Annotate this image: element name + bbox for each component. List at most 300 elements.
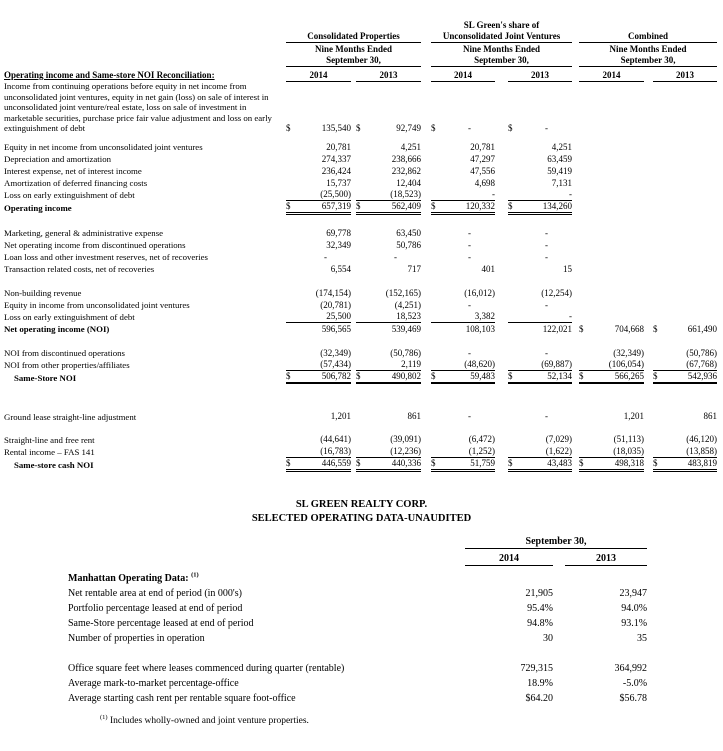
period-subtitle bbox=[579, 42, 717, 66]
currency-symbol-cell bbox=[356, 239, 368, 251]
spacer-cell bbox=[68, 645, 647, 660]
row-label: Equity in net income from unconsolidated joint ventures bbox=[4, 142, 203, 153]
gap bbox=[421, 311, 431, 323]
period-subtitle bbox=[286, 42, 421, 66]
gap bbox=[495, 371, 508, 384]
gap bbox=[495, 410, 508, 422]
gap bbox=[421, 251, 431, 263]
value-cell: 861 bbox=[703, 411, 718, 422]
value-cell: 21,905 bbox=[525, 587, 553, 599]
section-header: Operating income and Same-store NOI Reconciliation: bbox=[4, 70, 215, 80]
table-row bbox=[4, 177, 717, 189]
spacer-row bbox=[4, 214, 717, 227]
value-cell bbox=[665, 153, 717, 165]
value-cell: (25,500) bbox=[298, 189, 351, 201]
value-cell bbox=[591, 177, 644, 189]
currency-symbol-cell bbox=[653, 153, 665, 165]
value-cell: (18,523) bbox=[368, 189, 421, 201]
currency-symbol-cell bbox=[579, 433, 591, 445]
table-row bbox=[4, 445, 717, 457]
gap bbox=[644, 457, 653, 470]
gap bbox=[572, 263, 579, 275]
spacer-row bbox=[4, 422, 717, 433]
gap bbox=[644, 445, 653, 457]
gap bbox=[421, 445, 431, 457]
row-label: Portfolio percentage leased at end of period bbox=[68, 602, 243, 614]
gap bbox=[572, 433, 579, 445]
value-cell: - bbox=[324, 251, 327, 262]
gap bbox=[572, 371, 579, 384]
value-cell: (13,858) bbox=[665, 445, 717, 457]
gap bbox=[495, 311, 508, 323]
spacer-cell bbox=[4, 214, 717, 227]
currency-symbol-cell bbox=[356, 251, 368, 263]
gap bbox=[495, 141, 508, 153]
value-cell: 657,319 bbox=[298, 201, 351, 214]
currency-symbol-cell bbox=[508, 177, 520, 189]
gap bbox=[644, 299, 653, 311]
value-cell: 3,382 bbox=[443, 311, 495, 323]
table-row bbox=[4, 201, 717, 214]
gap bbox=[553, 675, 565, 690]
gap bbox=[644, 81, 653, 134]
currency-symbol-cell bbox=[579, 239, 591, 251]
operating-data-table bbox=[68, 534, 647, 705]
currency-symbol-cell bbox=[579, 81, 591, 134]
gap bbox=[495, 227, 508, 239]
gap bbox=[421, 347, 431, 359]
value-cell: 1,201 bbox=[330, 411, 351, 422]
row-label: Ground lease straight-line adjustment bbox=[4, 411, 137, 422]
value-cell: 236,424 bbox=[321, 165, 351, 176]
currency-symbol-cell bbox=[356, 263, 368, 275]
currency-symbol-cell bbox=[579, 359, 591, 371]
currency-symbol-cell bbox=[356, 410, 368, 422]
currency-symbol-cell bbox=[579, 177, 591, 189]
currency-symbol-cell: $ bbox=[508, 122, 513, 133]
gap bbox=[495, 251, 508, 263]
group-title-text: Unconsolidated Joint Ventures bbox=[442, 30, 561, 41]
footnote bbox=[100, 713, 723, 726]
value-cell: - bbox=[468, 251, 472, 262]
footnote-text: Includes wholly-owned and joint venture properties. bbox=[109, 715, 309, 726]
gap bbox=[495, 299, 508, 311]
gap bbox=[572, 445, 579, 457]
table-row bbox=[68, 615, 647, 630]
gap bbox=[421, 299, 431, 311]
group-title-text: Combined bbox=[628, 30, 669, 41]
value-cell bbox=[665, 189, 717, 201]
main-table-body bbox=[4, 81, 717, 470]
value-cell: (1,622) bbox=[520, 445, 572, 457]
value-cell bbox=[665, 311, 717, 323]
currency-symbol-cell bbox=[431, 177, 443, 189]
header-spacer bbox=[4, 42, 286, 66]
row-label: Same-Store NOI bbox=[14, 372, 77, 383]
value-cell: (46,120) bbox=[686, 434, 718, 445]
table-row bbox=[4, 347, 717, 359]
value-cell: -5.0% bbox=[622, 677, 648, 689]
currency-symbol-cell bbox=[356, 165, 368, 177]
value-cell: (50,786) bbox=[686, 347, 718, 358]
spacer-cell bbox=[4, 383, 717, 410]
value-cell: (39,091) bbox=[390, 434, 422, 445]
report-subtitle: SELECTED OPERATING DATA-UNAUDITED bbox=[251, 512, 472, 524]
currency-symbol-cell bbox=[356, 347, 368, 359]
spacer-cell bbox=[4, 134, 717, 141]
gap bbox=[644, 141, 653, 153]
value-cell: - bbox=[468, 347, 472, 358]
currency-symbol-cell: $ bbox=[653, 323, 658, 334]
gap bbox=[572, 287, 579, 299]
value-cell bbox=[591, 201, 644, 214]
table-row bbox=[4, 239, 717, 251]
year-header-row bbox=[4, 66, 717, 81]
gap bbox=[572, 189, 579, 201]
currency-symbol-cell bbox=[508, 251, 520, 263]
gap bbox=[495, 287, 508, 299]
year-column-header: 2013 bbox=[653, 66, 717, 81]
currency-symbol-cell bbox=[579, 287, 591, 299]
gap bbox=[421, 239, 431, 251]
header-spacer bbox=[68, 549, 465, 566]
spacer-row bbox=[4, 383, 717, 410]
currency-symbol-cell bbox=[431, 153, 443, 165]
currency-symbol-cell bbox=[653, 201, 665, 214]
currency-symbol-cell bbox=[356, 323, 368, 335]
subtitle-text: September 30, bbox=[474, 54, 529, 65]
value-cell: (6,472) bbox=[468, 434, 496, 445]
value-cell bbox=[665, 165, 717, 177]
gap bbox=[553, 615, 565, 630]
currency-symbol-cell bbox=[431, 287, 443, 299]
gap bbox=[572, 410, 579, 422]
value-cell: 120,332 bbox=[443, 201, 495, 214]
value-cell bbox=[665, 287, 717, 299]
row-label: Same-store cash NOI bbox=[14, 459, 94, 470]
value-cell: - bbox=[545, 227, 549, 238]
value-cell: 1,201 bbox=[623, 411, 645, 422]
gap bbox=[644, 347, 653, 359]
year-header-row bbox=[68, 549, 647, 566]
value-cell: 704,668 bbox=[614, 323, 645, 334]
value-cell bbox=[665, 299, 717, 311]
currency-symbol-cell bbox=[653, 299, 665, 311]
gap bbox=[421, 66, 431, 81]
spacer-row bbox=[68, 645, 647, 660]
currency-symbol-cell bbox=[653, 81, 665, 134]
currency-symbol-cell bbox=[653, 141, 665, 153]
value-cell: $56.78 bbox=[619, 692, 648, 704]
value-cell: $64.20 bbox=[525, 692, 553, 704]
currency-symbol-cell bbox=[286, 433, 298, 445]
gap bbox=[421, 457, 431, 470]
gap bbox=[495, 66, 508, 81]
value-cell: - bbox=[545, 239, 549, 250]
value-cell: - bbox=[394, 251, 398, 262]
gap bbox=[495, 153, 508, 165]
gap bbox=[421, 201, 431, 214]
value-cell: (51,113) bbox=[613, 434, 645, 445]
currency-symbol-cell: $ bbox=[431, 122, 436, 133]
footnote-marker: (1) bbox=[191, 571, 199, 579]
currency-symbol-cell bbox=[431, 311, 443, 323]
value-cell bbox=[565, 566, 647, 585]
currency-symbol-cell: $ bbox=[356, 122, 361, 133]
table-row bbox=[4, 299, 717, 311]
row-label: Straight-line and free rent bbox=[4, 434, 95, 445]
row-label: NOI from discontinued operations bbox=[4, 348, 125, 359]
period-subtitle bbox=[431, 42, 572, 66]
currency-symbol-cell: $ bbox=[356, 457, 368, 470]
row-label: Average mark-to-market percentage-office bbox=[68, 677, 239, 689]
table-row bbox=[4, 227, 717, 239]
report-title bbox=[0, 498, 723, 526]
gap bbox=[572, 42, 579, 66]
value-cell: (106,054) bbox=[591, 359, 644, 371]
currency-symbol-cell bbox=[579, 311, 591, 323]
value-cell bbox=[591, 311, 644, 323]
header-spacer bbox=[68, 534, 465, 549]
gap bbox=[421, 153, 431, 165]
gap bbox=[421, 227, 431, 239]
value-cell: (12,236) bbox=[368, 445, 421, 457]
row-label: Office square feet where leases commenced during quarter (rentable) bbox=[68, 662, 345, 674]
value-cell bbox=[591, 189, 644, 201]
year-column-header: 2013 bbox=[565, 549, 647, 566]
value-cell: 2,119 bbox=[368, 359, 421, 371]
currency-symbol-cell bbox=[508, 445, 520, 457]
currency-symbol-cell bbox=[653, 445, 665, 457]
row-label: Transaction related costs, net of recoveries bbox=[4, 264, 155, 275]
table-row bbox=[4, 141, 717, 153]
currency-symbol-cell bbox=[356, 359, 368, 371]
currency-symbol-cell bbox=[653, 287, 665, 299]
currency-symbol-cell: $ bbox=[653, 371, 665, 384]
group-title-consolidated bbox=[286, 18, 421, 42]
value-cell: (32,349) bbox=[613, 347, 645, 358]
value-cell: (67,768) bbox=[665, 359, 717, 371]
value-cell bbox=[665, 227, 717, 239]
date-header: September 30, bbox=[465, 534, 647, 549]
currency-symbol-cell bbox=[431, 347, 443, 359]
currency-symbol-cell bbox=[653, 251, 665, 263]
currency-symbol-cell bbox=[286, 239, 298, 251]
value-cell: (44,641) bbox=[320, 434, 351, 445]
value-cell: 717 bbox=[407, 263, 422, 274]
table-row bbox=[4, 311, 717, 323]
currency-symbol-cell: $ bbox=[286, 457, 298, 470]
value-cell: 4,251 bbox=[400, 141, 422, 152]
gap bbox=[572, 457, 579, 470]
gap bbox=[421, 18, 431, 42]
value-cell bbox=[665, 81, 717, 134]
value-cell: - bbox=[545, 411, 549, 422]
value-cell: 401 bbox=[481, 263, 496, 274]
year-column-header: 2014 bbox=[286, 66, 351, 81]
currency-symbol-cell: $ bbox=[431, 201, 443, 214]
currency-symbol-cell bbox=[286, 189, 298, 201]
currency-symbol-cell bbox=[286, 251, 298, 263]
gap bbox=[644, 177, 653, 189]
gap bbox=[644, 371, 653, 384]
currency-symbol-cell bbox=[579, 445, 591, 457]
currency-symbol-cell bbox=[431, 263, 443, 275]
table-row bbox=[68, 566, 647, 585]
gap bbox=[644, 323, 653, 335]
currency-symbol-cell: $ bbox=[579, 371, 591, 384]
value-cell bbox=[665, 239, 717, 251]
currency-symbol-cell bbox=[286, 153, 298, 165]
subtitle-text: September 30, bbox=[326, 54, 381, 65]
currency-symbol-cell bbox=[579, 189, 591, 201]
gap bbox=[553, 690, 565, 705]
value-cell: 20,781 bbox=[326, 141, 351, 152]
value-cell: 562,409 bbox=[368, 201, 421, 214]
row-label: Net operating income from discontinued operations bbox=[4, 240, 186, 251]
value-cell: 135,540 bbox=[321, 122, 351, 133]
value-cell: 490,802 bbox=[368, 371, 421, 384]
table-row bbox=[68, 690, 647, 705]
year-column-header: 2013 bbox=[508, 66, 572, 81]
currency-symbol-cell bbox=[508, 141, 520, 153]
currency-symbol-cell bbox=[508, 153, 520, 165]
gap bbox=[644, 410, 653, 422]
gap bbox=[644, 359, 653, 371]
value-cell bbox=[665, 141, 717, 153]
currency-symbol-cell bbox=[579, 263, 591, 275]
subtitle-text: September 30, bbox=[620, 54, 676, 65]
spacer-cell bbox=[4, 422, 717, 433]
currency-symbol-cell bbox=[508, 263, 520, 275]
gap bbox=[644, 251, 653, 263]
gap bbox=[421, 287, 431, 299]
table-row bbox=[4, 251, 717, 263]
currency-symbol-cell: $ bbox=[431, 457, 443, 470]
currency-symbol-cell bbox=[579, 201, 591, 214]
currency-symbol-cell bbox=[286, 263, 298, 275]
value-cell: 94.8% bbox=[527, 617, 553, 629]
currency-symbol-cell bbox=[653, 347, 665, 359]
value-cell: 63,450 bbox=[396, 227, 422, 238]
currency-symbol-cell: $ bbox=[579, 457, 591, 470]
table-row bbox=[4, 165, 717, 177]
currency-symbol-cell bbox=[286, 287, 298, 299]
table-row bbox=[4, 189, 717, 201]
currency-symbol-cell: $ bbox=[579, 323, 584, 334]
value-cell bbox=[591, 153, 644, 165]
gap bbox=[421, 141, 431, 153]
gap bbox=[572, 81, 579, 134]
currency-symbol-cell bbox=[653, 263, 665, 275]
value-cell: 7,131 bbox=[551, 177, 573, 188]
value-cell: 47,556 bbox=[470, 165, 496, 176]
value-cell: 729,315 bbox=[520, 662, 553, 674]
reconciliation-table bbox=[4, 18, 717, 472]
currency-symbol-cell bbox=[286, 445, 298, 457]
gap bbox=[572, 201, 579, 214]
currency-symbol-cell bbox=[508, 165, 520, 177]
value-cell bbox=[665, 251, 717, 263]
row-label: Marketing, general & administrative expense bbox=[4, 228, 164, 239]
gap bbox=[495, 433, 508, 445]
table-row bbox=[68, 630, 647, 645]
footnote-marker: (1) bbox=[100, 713, 108, 721]
table-row bbox=[68, 600, 647, 615]
currency-symbol-cell bbox=[356, 445, 368, 457]
currency-symbol-cell bbox=[286, 227, 298, 239]
gap bbox=[644, 227, 653, 239]
value-cell: 122,021 bbox=[542, 323, 573, 334]
row-label: Interest expense, net of interest income bbox=[4, 166, 142, 177]
value-cell: (57,434) bbox=[298, 359, 351, 371]
gap bbox=[572, 323, 579, 335]
currency-symbol-cell bbox=[653, 239, 665, 251]
row-label: Loss on early extinguishment of debt bbox=[4, 190, 135, 201]
currency-symbol-cell bbox=[286, 165, 298, 177]
group-subtitle-row bbox=[4, 42, 717, 66]
currency-symbol-cell: $ bbox=[508, 201, 520, 214]
currency-symbol-cell bbox=[508, 323, 520, 335]
value-cell: 25,500 bbox=[298, 311, 351, 323]
gap bbox=[495, 263, 508, 275]
currency-symbol-cell bbox=[508, 410, 520, 422]
table-row bbox=[4, 457, 717, 470]
value-cell: 238,666 bbox=[391, 153, 422, 164]
currency-symbol-cell bbox=[431, 227, 443, 239]
value-cell: (50,786) bbox=[390, 347, 422, 358]
value-cell: - bbox=[468, 411, 472, 422]
table-row bbox=[68, 675, 647, 690]
gap bbox=[495, 323, 508, 335]
currency-symbol-cell bbox=[431, 433, 443, 445]
value-cell bbox=[665, 177, 717, 189]
gap bbox=[421, 42, 431, 66]
currency-symbol-cell bbox=[579, 141, 591, 153]
value-cell: 30 bbox=[543, 632, 553, 644]
gap bbox=[553, 630, 565, 645]
group-title-row bbox=[4, 18, 717, 42]
value-cell: 483,819 bbox=[665, 457, 717, 470]
currency-symbol-cell bbox=[579, 299, 591, 311]
group-title-text: Consolidated Properties bbox=[307, 30, 400, 41]
value-cell: 18.9% bbox=[527, 677, 553, 689]
value-cell: 94.0% bbox=[621, 602, 648, 614]
currency-symbol-cell bbox=[356, 177, 368, 189]
value-cell: (7,029) bbox=[545, 434, 573, 445]
row-label: NOI from other properties/affiliates bbox=[4, 360, 130, 371]
currency-symbol-cell: $ bbox=[508, 371, 520, 384]
currency-symbol-cell bbox=[579, 227, 591, 239]
gap bbox=[421, 410, 431, 422]
spacer-cell bbox=[4, 275, 717, 287]
table-row bbox=[4, 153, 717, 165]
value-cell: (12,254) bbox=[541, 287, 573, 298]
gap bbox=[644, 153, 653, 165]
value-cell: (152,165) bbox=[385, 287, 422, 298]
gap bbox=[572, 251, 579, 263]
gap bbox=[572, 227, 579, 239]
value-cell bbox=[465, 566, 553, 585]
currency-symbol-cell bbox=[286, 359, 298, 371]
table-row bbox=[68, 585, 647, 600]
currency-symbol-cell bbox=[356, 153, 368, 165]
value-cell: (48,620) bbox=[443, 359, 495, 371]
value-cell: 539,469 bbox=[391, 323, 422, 334]
currency-symbol-cell bbox=[508, 311, 520, 323]
subtitle-text: Nine Months Ended bbox=[463, 43, 541, 54]
value-cell: 108,103 bbox=[465, 323, 496, 334]
